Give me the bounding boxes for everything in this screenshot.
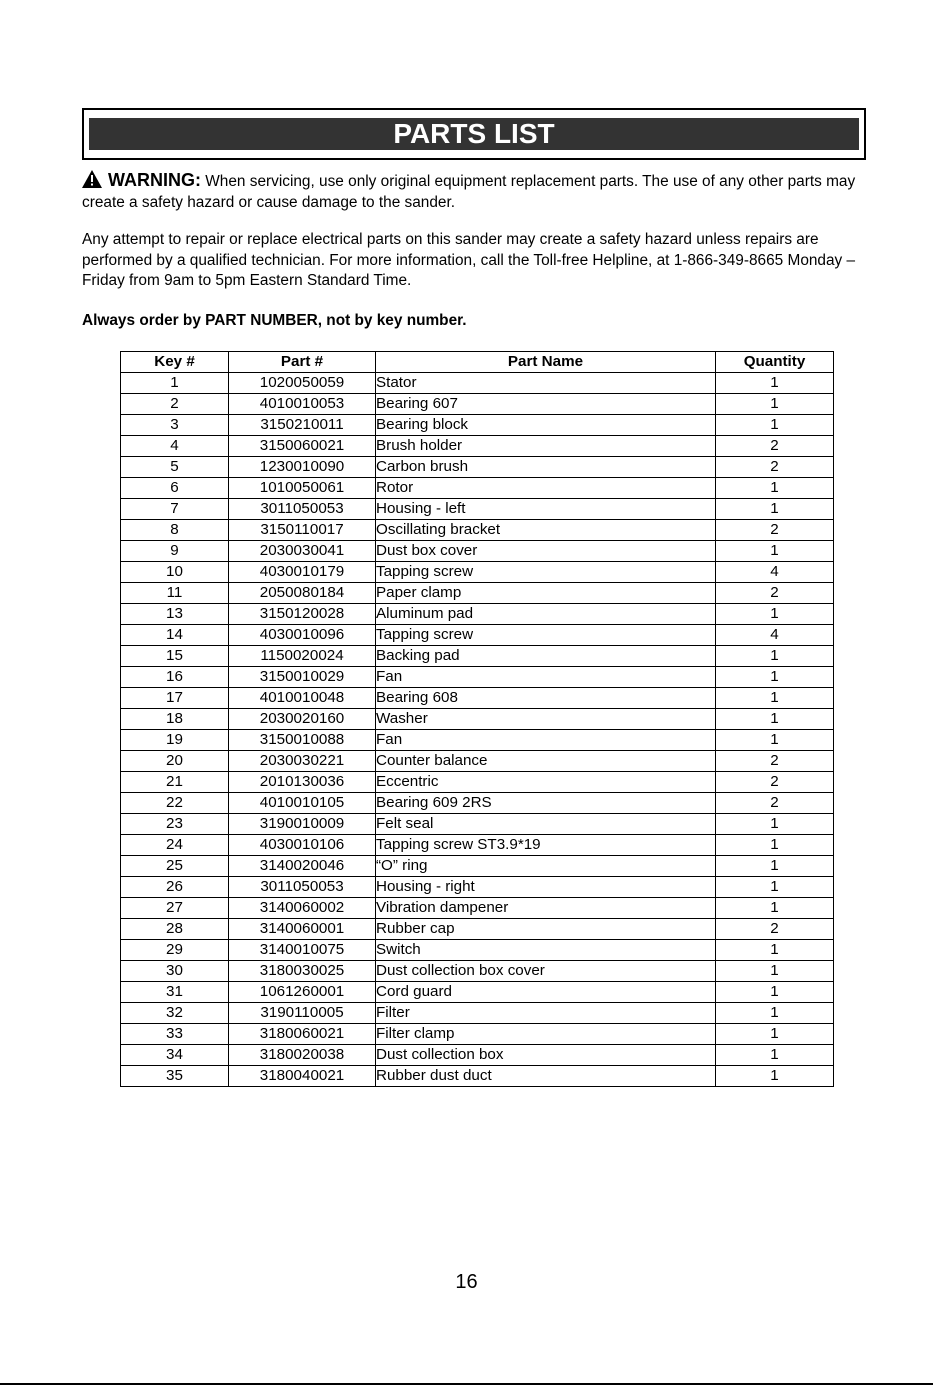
cell-part-number: 3011050053 [229,499,376,520]
cell-part-name: Housing - right [376,877,716,898]
table-row [121,1024,834,1045]
table-row [121,646,834,667]
table-row [121,730,834,751]
cell-quantity: 2 [716,520,834,541]
cell-part-name: Carbon brush [376,457,716,478]
cell-part-name: Tapping screw ST3.9*19 [376,835,716,856]
cell-quantity: 1 [716,541,834,562]
cell-quantity: 1 [716,646,834,667]
table-row [121,1003,834,1024]
table-row [121,1045,834,1066]
cell-quantity: 1 [716,373,834,394]
cell-part-name: Filter clamp [376,1024,716,1045]
table-row [121,541,834,562]
cell-part-name: Counter balance [376,751,716,772]
table-row [121,373,834,394]
cell-part-name: Tapping screw [376,625,716,646]
cell-key: 17 [121,688,229,709]
cell-key: 21 [121,772,229,793]
repair-notice: Any attempt to repair or replace electrical parts on this sander may create a safety hazard unless repairs are performed by a qualified technician. For more information, call the Toll-free Helpline, at 1-866-349-8665 Monday – Friday from 9am to 5pm Eastern Standard Time. [82,231,856,289]
cell-part-name: Housing - left [376,499,716,520]
cell-part-number: 1020050059 [229,373,376,394]
table-row [121,625,834,646]
cell-quantity: 1 [716,415,834,436]
cell-quantity: 2 [716,751,834,772]
cell-key: 3 [121,415,229,436]
cell-quantity: 2 [716,457,834,478]
cell-quantity: 2 [716,772,834,793]
table-row [121,982,834,1003]
cell-quantity: 1 [716,688,834,709]
cell-part-name: “O” ring [376,856,716,877]
cell-key: 13 [121,604,229,625]
cell-quantity: 1 [716,478,834,499]
cell-part-number: 3180040021 [229,1066,376,1087]
cell-key: 19 [121,730,229,751]
table-row [121,415,834,436]
cell-key: 22 [121,793,229,814]
cell-quantity: 1 [716,499,834,520]
cell-quantity: 1 [716,1045,834,1066]
table-row [121,898,834,919]
cell-part-number: 3150010088 [229,730,376,751]
table-row [121,940,834,961]
cell-key: 28 [121,919,229,940]
cell-part-name: Paper clamp [376,583,716,604]
cell-quantity: 1 [716,1003,834,1024]
cell-part-number: 3150060021 [229,436,376,457]
cell-quantity: 1 [716,604,834,625]
cell-part-name: Aluminum pad [376,604,716,625]
cell-part-name: Brush holder [376,436,716,457]
cell-part-name: Cord guard [376,982,716,1003]
table-row [121,814,834,835]
cell-part-name: Bearing 607 [376,394,716,415]
cell-key: 34 [121,1045,229,1066]
cell-quantity: 1 [716,814,834,835]
cell-part-number: 3180020038 [229,1045,376,1066]
page-title: PARTS LIST [89,118,859,150]
cell-part-number: 4030010096 [229,625,376,646]
cell-part-name: Rotor [376,478,716,499]
cell-part-name: Filter [376,1003,716,1024]
cell-part-number: 3150210011 [229,415,376,436]
cell-key: 16 [121,667,229,688]
cell-part-name: Oscillating bracket [376,520,716,541]
cell-part-number: 2030030041 [229,541,376,562]
cell-part-name: Bearing 608 [376,688,716,709]
cell-part-name: Rubber cap [376,919,716,940]
cell-quantity: 1 [716,667,834,688]
cell-quantity: 1 [716,961,834,982]
table-row [121,478,834,499]
cell-key: 5 [121,457,229,478]
cell-part-name: Bearing block [376,415,716,436]
table-row [121,562,834,583]
table-row [121,499,834,520]
cell-quantity: 2 [716,793,834,814]
cell-part-number: 3150010029 [229,667,376,688]
cell-quantity: 1 [716,835,834,856]
cell-part-name: Felt seal [376,814,716,835]
parts-table [120,351,834,1087]
cell-key: 27 [121,898,229,919]
cell-part-name: Fan [376,667,716,688]
cell-key: 14 [121,625,229,646]
table-row [121,520,834,541]
title-frame [82,108,866,160]
table-row [121,751,834,772]
cell-part-number: 3190110005 [229,1003,376,1024]
warning-block [82,170,862,213]
cell-key: 30 [121,961,229,982]
cell-quantity: 1 [716,730,834,751]
cell-part-number: 4010010105 [229,793,376,814]
cell-quantity: 1 [716,1024,834,1045]
parts-table-body [121,373,834,1087]
cell-key: 9 [121,541,229,562]
cell-key: 18 [121,709,229,730]
cell-quantity: 1 [716,856,834,877]
cell-quantity: 1 [716,940,834,961]
cell-part-number: 3140020046 [229,856,376,877]
cell-part-number: 1150020024 [229,646,376,667]
cell-part-number: 3140060002 [229,898,376,919]
table-row [121,835,834,856]
cell-part-number: 2050080184 [229,583,376,604]
cell-key: 23 [121,814,229,835]
cell-quantity: 1 [716,877,834,898]
header-key: Key # [121,352,229,373]
cell-key: 15 [121,646,229,667]
cell-part-number: 3180060021 [229,1024,376,1045]
cell-part-number: 3150110017 [229,520,376,541]
cell-key: 29 [121,940,229,961]
cell-quantity: 1 [716,982,834,1003]
cell-key: 32 [121,1003,229,1024]
table-row [121,772,834,793]
warning-text: When servicing, use only original equipment replacement parts. The use of any other parts may create a safety hazard or cause damage to the sander. [82,173,856,211]
cell-part-name: Stator [376,373,716,394]
order-note: Always order by PART NUMBER, not by key number. [82,312,467,329]
cell-part-number: 3011050053 [229,877,376,898]
cell-quantity: 4 [716,562,834,583]
cell-part-name: Dust collection box [376,1045,716,1066]
cell-key: 7 [121,499,229,520]
table-row [121,877,834,898]
bottom-divider [0,1383,933,1385]
cell-key: 10 [121,562,229,583]
cell-part-name: Tapping screw [376,562,716,583]
cell-part-name: Eccentric [376,772,716,793]
cell-part-name: Backing pad [376,646,716,667]
table-row [121,793,834,814]
cell-part-name: Dust box cover [376,541,716,562]
cell-quantity: 1 [716,898,834,919]
cell-part-number: 3140010075 [229,940,376,961]
cell-quantity: 2 [716,919,834,940]
cell-part-number: 1010050061 [229,478,376,499]
cell-key: 35 [121,1066,229,1087]
cell-key: 8 [121,520,229,541]
cell-part-number: 3190010009 [229,814,376,835]
table-row [121,604,834,625]
cell-part-number: 2030020160 [229,709,376,730]
cell-key: 25 [121,856,229,877]
cell-part-name: Rubber dust duct [376,1066,716,1087]
warning-label: WARNING: [108,170,201,190]
cell-key: 26 [121,877,229,898]
cell-quantity: 2 [716,583,834,604]
cell-part-number: 3140060001 [229,919,376,940]
table-row [121,709,834,730]
cell-part-number: 1230010090 [229,457,376,478]
table-row [121,394,834,415]
table-row [121,667,834,688]
table-row [121,856,834,877]
table-header-row [121,352,834,373]
table-row [121,688,834,709]
cell-key: 33 [121,1024,229,1045]
cell-quantity: 2 [716,436,834,457]
cell-part-number: 2030030221 [229,751,376,772]
cell-part-name: Fan [376,730,716,751]
cell-part-name: Dust collection box cover [376,961,716,982]
cell-part-number: 4030010106 [229,835,376,856]
cell-key: 20 [121,751,229,772]
table-row [121,961,834,982]
cell-part-name: Washer [376,709,716,730]
cell-key: 4 [121,436,229,457]
header-quantity: Quantity [716,352,834,373]
cell-part-name: Vibration dampener [376,898,716,919]
page-number: 16 [455,1271,478,1293]
cell-part-name: Switch [376,940,716,961]
cell-part-number: 4030010179 [229,562,376,583]
cell-quantity: 1 [716,1066,834,1087]
cell-part-number: 1061260001 [229,982,376,1003]
cell-key: 31 [121,982,229,1003]
cell-key: 6 [121,478,229,499]
cell-key: 1 [121,373,229,394]
cell-part-number: 3180030025 [229,961,376,982]
cell-part-number: 4010010053 [229,394,376,415]
header-part-name: Part Name [376,352,716,373]
table-row [121,436,834,457]
cell-key: 2 [121,394,229,415]
table-row [121,919,834,940]
cell-key: 24 [121,835,229,856]
table-row [121,1066,834,1087]
warning-triangle-icon [82,170,102,188]
header-part-number: Part # [229,352,376,373]
cell-part-number: 2010130036 [229,772,376,793]
cell-quantity: 1 [716,394,834,415]
table-row [121,583,834,604]
table-row [121,457,834,478]
cell-part-number: 3150120028 [229,604,376,625]
cell-quantity: 4 [716,625,834,646]
cell-quantity: 1 [716,709,834,730]
cell-part-number: 4010010048 [229,688,376,709]
cell-part-name: Bearing 609 2RS [376,793,716,814]
cell-key: 11 [121,583,229,604]
